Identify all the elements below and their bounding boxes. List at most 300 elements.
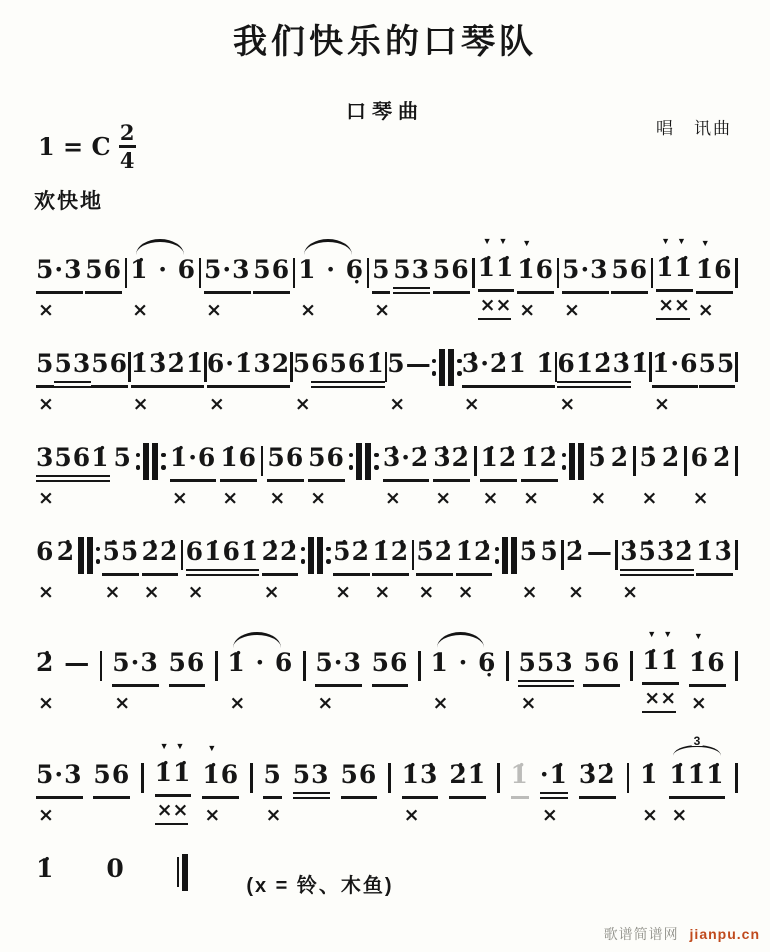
percussion-marks: ×	[104, 581, 121, 603]
barline	[141, 757, 144, 827]
percussion-row-empty	[651, 294, 653, 322]
barline-glyph	[181, 534, 184, 576]
percussion-marks: ×	[697, 299, 714, 321]
percussion-marks	[57, 576, 59, 604]
notes: 3̇5̇3̇2̇	[620, 534, 694, 576]
notes: 5	[113, 443, 132, 472]
barline	[735, 645, 738, 715]
percussion-row-empty	[561, 576, 563, 604]
notes: 1̇2̇	[480, 440, 517, 482]
barline-glyph	[367, 252, 370, 294]
note-group	[518, 645, 573, 715]
barline-glyph	[100, 645, 103, 687]
percussion-marks: ×	[403, 804, 420, 826]
notes: 53	[293, 757, 330, 799]
notes: 56	[91, 346, 128, 388]
percussion-marks	[406, 388, 408, 416]
barline-dots	[349, 453, 354, 470]
note-group	[372, 645, 409, 715]
percussion-marks	[36, 893, 38, 921]
subtitle: 口琴曲	[346, 101, 424, 123]
barline-glyph	[472, 252, 475, 294]
percussion-marks	[508, 388, 510, 416]
percussion-row-empty	[412, 576, 414, 604]
barline-thin	[141, 763, 144, 793]
note-group	[155, 740, 192, 827]
percussion-marks: ×	[690, 692, 707, 714]
percussion-row-empty	[633, 482, 635, 510]
barline-dots	[495, 547, 500, 564]
percussion-marks: ×	[171, 487, 188, 509]
notes: 5·3	[315, 645, 362, 687]
barline	[630, 645, 633, 715]
percussion-marks: ×	[541, 804, 558, 826]
note-group	[696, 237, 733, 322]
barline-thin	[412, 540, 415, 570]
notes: 1̇3̇	[696, 534, 733, 576]
notes: 2̇	[610, 443, 630, 472]
notes: 5·3	[36, 757, 83, 799]
barline-dots	[432, 359, 437, 376]
barline-glyph	[735, 346, 738, 388]
notes: 5	[372, 252, 390, 294]
barline-thick	[182, 854, 188, 891]
note-group	[387, 346, 405, 416]
barline-dots	[301, 547, 306, 564]
barline	[615, 534, 618, 604]
note-group	[642, 628, 679, 715]
percussion-marks: ×	[692, 487, 709, 509]
note-group	[36, 534, 54, 604]
percussion-marks	[167, 388, 169, 416]
barline-glyph	[735, 440, 738, 482]
notes: 5̇	[519, 537, 539, 566]
percussion-marks: ××	[642, 685, 676, 713]
percussion-row-empty	[367, 294, 369, 322]
percussion-row-empty	[349, 482, 351, 510]
barline-thick	[448, 349, 454, 386]
percussion-row-empty	[303, 687, 305, 715]
percussion-marks: ××	[656, 292, 690, 320]
percussion-marks: ×	[132, 299, 149, 321]
notes: 6561̇	[311, 346, 385, 388]
percussion-row-empty	[615, 576, 617, 604]
notes: 5	[263, 757, 281, 799]
percussion-row-empty	[630, 687, 632, 715]
note-group	[639, 440, 657, 510]
percussion-marks: ×	[463, 393, 480, 415]
notes: 2̇1̇	[167, 346, 204, 388]
note-group	[640, 757, 658, 827]
note-group	[54, 346, 91, 416]
meter-bottom: 4	[119, 148, 135, 173]
percussion-marks	[511, 799, 513, 827]
notes: 1̇1̇	[656, 250, 693, 292]
barline-glyph	[615, 534, 618, 576]
note-group	[311, 346, 385, 416]
barline	[735, 534, 738, 604]
note-group	[207, 346, 254, 416]
percussion-row-empty	[735, 687, 737, 715]
percussion-marks: ×	[300, 299, 317, 321]
barline	[562, 440, 585, 510]
note-group	[170, 440, 217, 510]
barline-thin	[651, 258, 654, 288]
notes: 6	[36, 537, 55, 566]
notes: 1̇2̇	[521, 440, 558, 482]
barline-thick	[511, 537, 517, 574]
slur-arc	[233, 632, 281, 648]
percussion-marks: ×	[482, 487, 499, 509]
percussion-marks	[662, 482, 664, 510]
note-group	[130, 236, 196, 322]
barline-thin	[735, 763, 738, 793]
notes: 1̇2̇	[372, 534, 409, 576]
barline	[735, 440, 738, 510]
barline	[301, 534, 331, 604]
note-group	[91, 346, 128, 416]
barline-thin	[100, 651, 103, 681]
barline-glyph	[562, 440, 585, 482]
note-group	[227, 629, 293, 715]
percussion-row-empty	[301, 576, 303, 604]
note-group	[662, 440, 680, 510]
notes: 56	[308, 440, 345, 482]
barline-thick	[578, 443, 584, 480]
note-group	[204, 252, 251, 322]
percussion-row-empty	[177, 893, 179, 921]
barline-glyph	[215, 645, 218, 687]
percussion-marks	[253, 388, 255, 416]
note-group	[517, 237, 554, 322]
notes: 1̇	[640, 760, 659, 789]
note-group	[689, 630, 726, 715]
percussion-row-empty	[735, 482, 737, 510]
barline	[633, 440, 636, 510]
percussion-row-empty	[261, 482, 263, 510]
note-group	[478, 235, 515, 322]
percussion-row-empty	[141, 799, 143, 827]
note-group	[267, 440, 304, 510]
percussion-marks: ×	[206, 299, 222, 321]
percussion-marks: ×	[294, 393, 311, 415]
barline-glyph	[250, 757, 253, 799]
slur-arc	[136, 239, 184, 255]
percussion-marks	[583, 687, 585, 715]
notes: —	[64, 648, 91, 677]
notes: 1̇3̇	[131, 346, 168, 388]
barline	[293, 252, 296, 322]
note-group	[480, 440, 517, 510]
barline	[627, 757, 630, 827]
note-group	[372, 252, 390, 322]
percussion-row-empty	[293, 294, 295, 322]
percussion-row-empty	[562, 482, 564, 510]
barline-dots	[326, 547, 331, 564]
notes: 2̇	[36, 648, 55, 677]
barline-glyph	[261, 440, 264, 482]
barline-glyph	[199, 252, 202, 294]
percussion-marks	[64, 687, 66, 715]
note-group	[93, 757, 130, 827]
barline-thin	[557, 258, 560, 288]
percussion-marks	[372, 687, 374, 715]
percussion-marks: ×	[418, 581, 435, 603]
barline	[367, 252, 370, 322]
percussion-row-empty	[735, 294, 737, 322]
percussion-row-empty	[215, 687, 217, 715]
percussion-marks: ×	[38, 692, 54, 714]
percussion-marks: ×	[310, 487, 327, 509]
note-group	[462, 346, 509, 416]
percussion-marks: ×	[432, 692, 449, 714]
percussion-marks	[54, 388, 56, 416]
notes: 1̇ · 6	[227, 648, 294, 677]
notes: 1̇ 1̇	[508, 346, 555, 388]
notes: 3̇·2̇	[462, 346, 509, 388]
key-text: 1 = C	[38, 132, 111, 161]
barline-glyph	[735, 757, 738, 799]
notes: 1̇6	[202, 757, 239, 799]
barline-thick	[502, 537, 508, 574]
notes: 6·1̇	[207, 346, 254, 388]
percussion-marks: ×	[590, 487, 607, 509]
note-group	[298, 236, 364, 322]
note-group	[102, 534, 139, 604]
percussion-marks: ×	[132, 393, 149, 415]
notes: 2̇1̇	[449, 757, 486, 799]
percussion-marks	[253, 294, 255, 322]
percussion-row-empty	[432, 388, 434, 416]
barline	[388, 757, 391, 827]
percussion-row-empty	[125, 294, 127, 322]
percussion-marks	[169, 687, 171, 715]
percussion-marks	[540, 576, 542, 604]
notes: 5̇	[639, 443, 658, 472]
barline-thin	[261, 446, 264, 476]
percussion-row-empty	[136, 482, 138, 510]
percussion-marks	[393, 294, 395, 322]
percussion-marks: ×	[389, 393, 406, 415]
barline-thin	[293, 258, 296, 288]
note-group	[656, 235, 693, 322]
barline-glyph	[432, 346, 462, 388]
percussion-marks: ×	[384, 487, 401, 509]
percussion-marks: ×	[559, 393, 576, 415]
barline	[418, 645, 421, 715]
percussion-row-empty	[735, 388, 737, 416]
percussion-marks: ×	[38, 581, 54, 603]
barline-thick	[365, 443, 371, 480]
percussion-marks: ×	[519, 299, 536, 321]
note-group	[696, 534, 733, 604]
accent-marks: ▼	[207, 743, 224, 753]
barline	[557, 252, 560, 322]
notes: 5̇	[540, 537, 559, 566]
note-group	[402, 757, 439, 827]
notes: 53	[393, 252, 430, 294]
notes: 56	[341, 757, 378, 799]
barline-glyph	[497, 757, 500, 799]
percussion-row-empty	[735, 576, 737, 604]
notes: 32	[253, 346, 290, 388]
note-group	[36, 851, 54, 921]
notes: 5̇	[588, 443, 607, 472]
barline-thin	[303, 651, 306, 681]
triplet-bracket: 3	[673, 745, 722, 756]
note-group	[293, 757, 330, 827]
barline-thin	[215, 651, 218, 681]
note-group	[263, 757, 281, 827]
percussion-marks	[713, 482, 715, 510]
barline-thin	[250, 763, 253, 793]
percussion-marks	[293, 799, 295, 827]
note-group	[583, 645, 620, 715]
accent-marks: ▼	[522, 238, 539, 248]
barline-thin	[615, 540, 618, 570]
barline-thick	[78, 537, 84, 574]
note-group	[449, 757, 486, 827]
percussion-marks	[114, 482, 116, 510]
notes: 1̇6	[517, 252, 554, 294]
notes: 5·3	[112, 645, 159, 687]
percussion-marks: ×	[222, 487, 239, 509]
barline	[303, 645, 306, 715]
notes: 3̇·2̇	[383, 440, 430, 482]
notes: 1̇·6	[652, 346, 699, 388]
note-group	[699, 346, 736, 416]
note-group	[433, 440, 470, 510]
percussion-marks: ×	[642, 804, 658, 826]
note-group	[36, 252, 83, 322]
percussion-marks	[93, 799, 95, 827]
barline-glyph	[349, 440, 379, 482]
percussion-row-empty	[495, 576, 497, 604]
notes: 5·3	[36, 252, 83, 294]
percussion-marks: ××	[155, 797, 189, 825]
notes: 1 · 6̣	[298, 255, 365, 284]
barline-glyph	[627, 757, 630, 799]
barline-thin	[735, 651, 738, 681]
barline-glyph	[630, 645, 633, 687]
barline	[735, 346, 738, 416]
notes: —	[586, 537, 613, 566]
notes: 5̇2̇	[333, 534, 370, 576]
barline	[215, 645, 218, 715]
note-group	[106, 851, 124, 921]
note-group	[508, 346, 555, 416]
music-line	[36, 734, 738, 827]
barline-glyph	[735, 645, 738, 687]
barline-dots	[161, 453, 166, 470]
notes: 56	[253, 252, 290, 294]
accent-marks: ▼	[693, 631, 710, 641]
percussion-marks	[699, 388, 701, 416]
note-group	[262, 534, 299, 604]
notes: ·1̇	[540, 757, 568, 799]
note-group	[611, 252, 648, 322]
percussion-legend: (x = 铃、木鱼)	[246, 875, 394, 897]
barline-thin	[125, 258, 128, 288]
barline-glyph	[177, 851, 189, 893]
note-group	[540, 534, 558, 604]
barline-glyph	[293, 252, 296, 294]
notes: 1̇3̇	[402, 757, 439, 799]
notes: 1̇6	[696, 252, 733, 294]
percussion-marks: ×	[335, 581, 352, 603]
percussion-row-empty	[474, 482, 476, 510]
music-line	[36, 346, 738, 416]
percussion-row-empty	[78, 576, 80, 604]
notes: 1̇1̇	[478, 250, 515, 292]
barline-dots	[562, 453, 567, 470]
barline-dots	[96, 547, 101, 564]
notes: 553	[518, 645, 573, 687]
barline-thin	[497, 763, 500, 793]
percussion-marks: ×	[564, 299, 580, 321]
slur-arc	[304, 239, 352, 255]
barline-dots	[374, 453, 379, 470]
notes: 1̇	[36, 854, 55, 883]
percussion-row-empty	[199, 294, 201, 322]
notes: 56	[372, 645, 409, 687]
percussion-row-empty	[735, 799, 737, 827]
percussion-marks: ×	[38, 487, 54, 509]
percussion-row-empty	[472, 294, 474, 322]
note-group	[57, 534, 75, 604]
barline-glyph	[78, 534, 101, 576]
notes: 1̇1̇1̇	[669, 757, 724, 799]
note-group	[691, 440, 709, 510]
barline	[177, 851, 189, 921]
music-line	[36, 235, 738, 322]
notes: 1̇1̇	[155, 755, 192, 797]
barline-thin	[735, 540, 738, 570]
barline-glyph	[633, 440, 636, 482]
percussion-marks: ×	[143, 581, 160, 603]
notes: 5·3	[562, 252, 609, 294]
notes: 2̇	[661, 443, 681, 472]
notes: 56	[267, 440, 304, 482]
percussion-marks	[587, 576, 589, 604]
barline-glyph	[301, 534, 331, 576]
score	[36, 235, 738, 921]
barline-glyph	[136, 440, 166, 482]
note-group	[341, 757, 378, 827]
note-group	[562, 252, 609, 322]
percussion-marks: ×	[568, 581, 584, 603]
notes: 0	[106, 854, 125, 883]
notes: 3̇2̇	[433, 440, 470, 482]
note-group	[372, 534, 409, 604]
watermark-site-name: 歌谱简谱网	[603, 926, 679, 942]
barline-glyph	[303, 645, 306, 687]
barline-thin	[684, 446, 687, 476]
percussion-marks	[449, 799, 451, 827]
note-group	[566, 534, 584, 604]
barline-glyph	[412, 534, 415, 576]
notes: 1̇ · 6	[130, 255, 196, 284]
barline	[100, 645, 103, 715]
barline	[651, 252, 654, 322]
notes: 56	[85, 252, 122, 294]
percussion-marks: ×	[622, 581, 638, 603]
barline-thin	[735, 258, 738, 288]
note-group	[315, 645, 362, 715]
percussion-row-empty	[557, 294, 559, 322]
barline	[125, 252, 128, 322]
notes: 2̇	[712, 443, 732, 472]
